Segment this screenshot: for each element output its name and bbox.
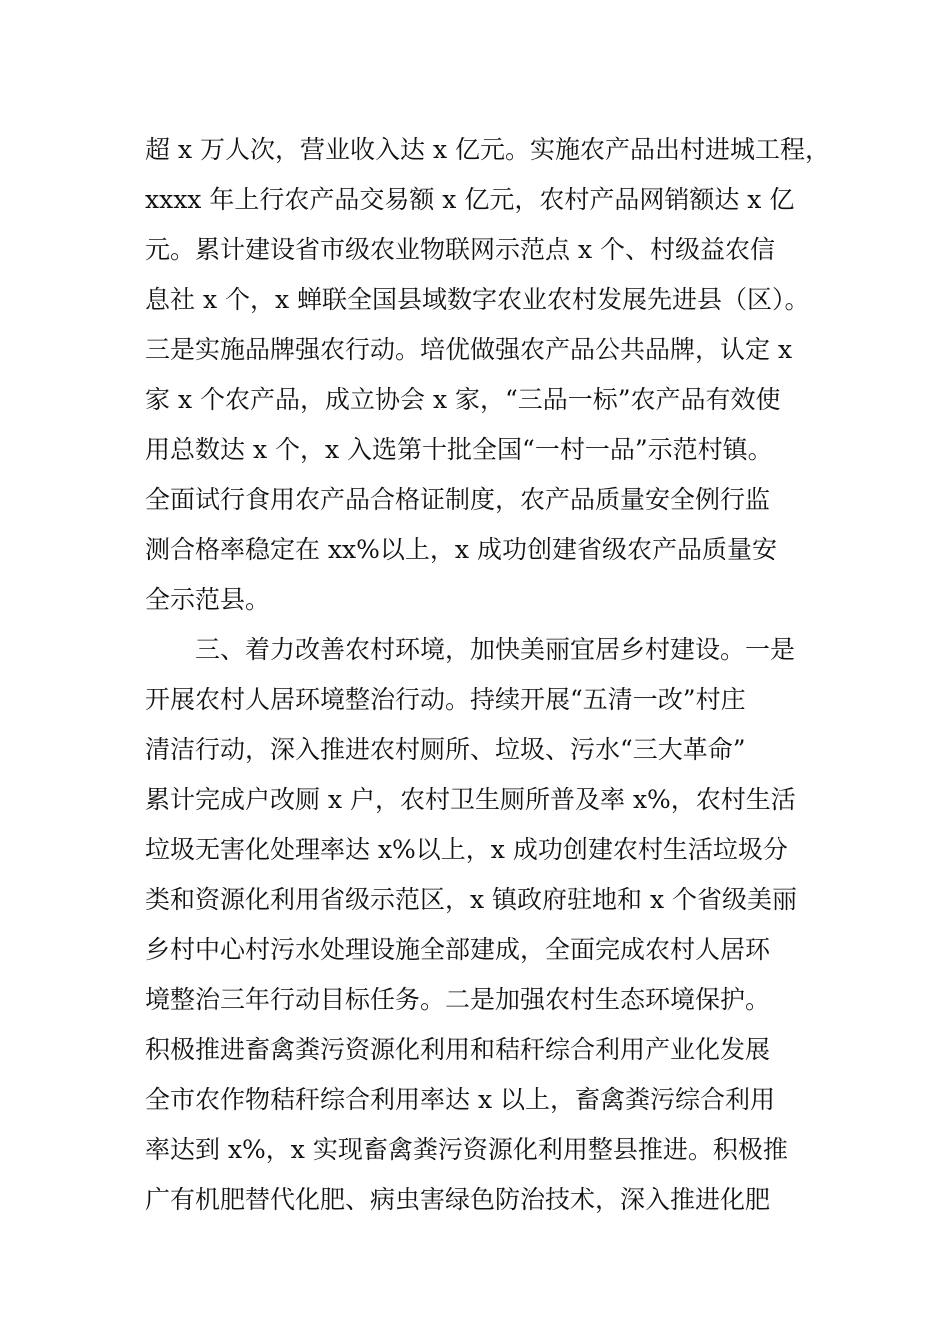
- text-line: 元。累计建设省市级农业物联网示范点 x 个、村级益农信: [145, 235, 775, 264]
- text-line: 全市农作物秸秆综合利用率达 x 以上，畜禽粪污综合利用: [145, 1085, 775, 1114]
- text-line: 境整治三年行动目标任务。二是加强农村生态环境保护。: [145, 985, 771, 1014]
- text-line: 息社 x 个，x 蝉联全国县域数字农业农村发展先进县（区）。: [145, 285, 810, 314]
- body-text: [145, 125, 830, 1225]
- section-heading-line: 三、着力改善农村环境，加快美丽宜居乡村建设。一是: [145, 635, 796, 664]
- text-line: 超 x 万人次，营业收入达 x 亿元。实施农产品出村进城工程，: [145, 135, 830, 164]
- text-line: 家 x 个农产品，成立协会 x 家，“三品一标”农产品有效使: [145, 385, 781, 414]
- text-line: 积极推进畜禽粪污资源化利用和秸秆综合利用产业化发展: [145, 1035, 771, 1064]
- text-line: 广有机肥替代化肥、病虫害绿色防治技术，深入推进化肥: [145, 1185, 771, 1214]
- text-line: 累计完成户改厕 x 户，农村卫生厕所普及率 x%，农村生活: [145, 785, 796, 814]
- text-line: 乡村中心村污水处理设施全部建成，全面完成农村人居环: [145, 935, 771, 964]
- text-line: 测合格率稳定在 xx%以上，x 成功创建省级农产品质量安: [145, 535, 777, 564]
- text-line: 用总数达 x 个，x 入选第十批全国“一村一品”示范村镇。: [145, 435, 773, 464]
- text-line: 垃圾无害化处理率达 x%以上，x 成功创建农村生活垃圾分: [145, 835, 788, 864]
- text-line: 清洁行动，深入推进农村厕所、垃圾、污水“三大革命”: [145, 735, 746, 764]
- text-line: 三是实施品牌强农行动。培优做强农产品公共品牌，认定 x: [145, 335, 793, 364]
- text-line: 全示范县。: [145, 585, 271, 614]
- text-line: 开展农村人居环境整治行动。持续开展“五清一改”村庄: [145, 685, 746, 714]
- text-line: 率达到 x%，x 实现畜禽粪污资源化利用整县推进。积极推: [145, 1135, 788, 1164]
- text-line: 类和资源化利用省级示范区，x 镇政府驻地和 x 个省级美丽: [145, 885, 798, 914]
- text-line: 全面试行食用农产品合格证制度，农产品质量安全例行监: [145, 485, 771, 514]
- text-line: xxxx 年上行农产品交易额 x 亿元，农村产品网销额达 x 亿: [145, 185, 795, 214]
